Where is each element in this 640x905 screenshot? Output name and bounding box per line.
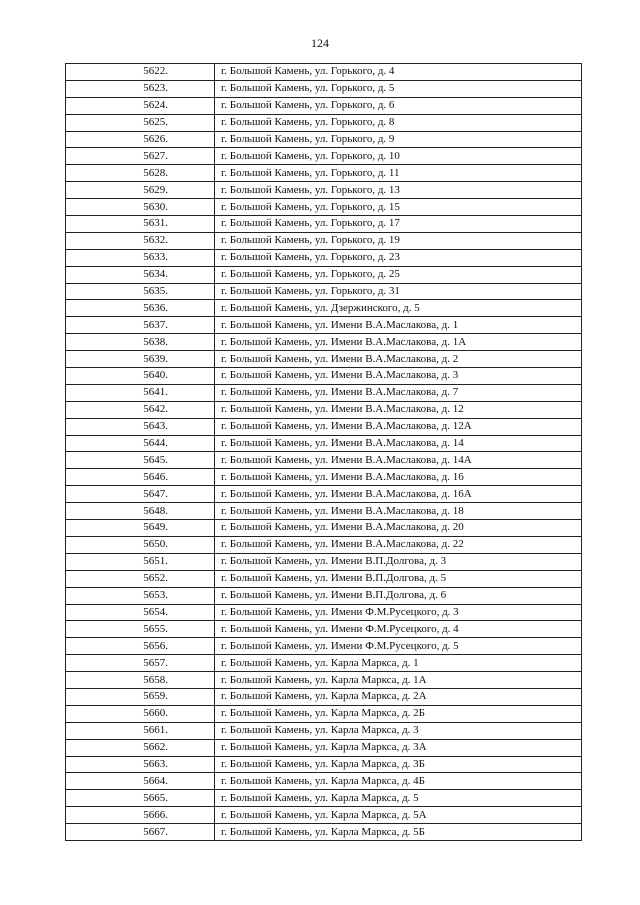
row-number: 5654. xyxy=(66,604,215,621)
row-number: 5642. xyxy=(66,401,215,418)
table-row xyxy=(66,114,582,131)
table-row xyxy=(66,384,582,401)
row-number: 5657. xyxy=(66,655,215,672)
row-address: г. Большой Камень, ул. Карла Маркса, д. 5Б xyxy=(215,824,582,841)
table-row xyxy=(66,283,582,300)
table-row xyxy=(66,790,582,807)
table-row xyxy=(66,216,582,233)
table-row xyxy=(66,773,582,790)
row-address: г. Большой Камень, ул. Карла Маркса, д. 1 xyxy=(215,655,582,672)
table-row xyxy=(66,824,582,841)
row-number: 5667. xyxy=(66,824,215,841)
row-address: г. Большой Камень, ул. Имени В.А.Маслакова, д. 1 xyxy=(215,317,582,334)
row-address: г. Большой Камень, ул. Имени В.П.Долгова, д. 5 xyxy=(215,570,582,587)
row-number: 5645. xyxy=(66,452,215,469)
row-number: 5653. xyxy=(66,587,215,604)
row-number: 5649. xyxy=(66,520,215,537)
row-address: г. Большой Камень, ул. Карла Маркса, д. 3А xyxy=(215,739,582,756)
row-number: 5661. xyxy=(66,722,215,739)
row-number: 5644. xyxy=(66,435,215,452)
row-address: г. Большой Камень, ул. Имени В.А.Маслакова, д. 22 xyxy=(215,536,582,553)
table-row xyxy=(66,80,582,97)
row-address: г. Большой Камень, ул. Карла Маркса, д. 1А xyxy=(215,672,582,689)
row-address: г. Большой Камень, ул. Карла Маркса, д. 3Б xyxy=(215,756,582,773)
table-row xyxy=(66,587,582,604)
table-row xyxy=(66,621,582,638)
table-row xyxy=(66,705,582,722)
row-address: г. Большой Камень, ул. Дзержинского, д. 5 xyxy=(215,300,582,317)
row-address: г. Большой Камень, ул. Имени В.А.Маслакова, д. 3 xyxy=(215,368,582,385)
row-address: г. Большой Камень, ул. Горького, д. 9 xyxy=(215,131,582,148)
row-number: 5666. xyxy=(66,807,215,824)
row-address: г. Большой Камень, ул. Горького, д. 6 xyxy=(215,97,582,114)
row-address: г. Большой Камень, ул. Карла Маркса, д. 5А xyxy=(215,807,582,824)
row-address: г. Большой Камень, ул. Имени В.А.Маслакова, д. 18 xyxy=(215,503,582,520)
address-table xyxy=(65,63,582,841)
row-address: г. Большой Камень, ул. Горького, д. 31 xyxy=(215,283,582,300)
table-row xyxy=(66,266,582,283)
row-number: 5663. xyxy=(66,756,215,773)
row-number: 5638. xyxy=(66,334,215,351)
table-row xyxy=(66,604,582,621)
row-number: 5655. xyxy=(66,621,215,638)
row-number: 5660. xyxy=(66,705,215,722)
row-number: 5650. xyxy=(66,536,215,553)
row-address: г. Большой Камень, ул. Имени В.А.Маслакова, д. 16 xyxy=(215,469,582,486)
row-address: г. Большой Камень, ул. Карла Маркса, д. 2Б xyxy=(215,705,582,722)
row-number: 5631. xyxy=(66,216,215,233)
row-number: 5664. xyxy=(66,773,215,790)
table-row xyxy=(66,553,582,570)
table-row xyxy=(66,486,582,503)
table-row xyxy=(66,722,582,739)
row-number: 5628. xyxy=(66,165,215,182)
row-address: г. Большой Камень, ул. Горького, д. 10 xyxy=(215,148,582,165)
table-row xyxy=(66,807,582,824)
table-row xyxy=(66,64,582,81)
row-address: г. Большой Камень, ул. Карла Маркса, д. 3 xyxy=(215,722,582,739)
table-row xyxy=(66,520,582,537)
row-number: 5627. xyxy=(66,148,215,165)
row-number: 5637. xyxy=(66,317,215,334)
row-address: г. Большой Камень, ул. Карла Маркса, д. 2А xyxy=(215,688,582,705)
row-number: 5647. xyxy=(66,486,215,503)
row-address: г. Большой Камень, ул. Имени В.А.Маслакова, д. 14А xyxy=(215,452,582,469)
table-row xyxy=(66,418,582,435)
table-row xyxy=(66,249,582,266)
row-number: 5626. xyxy=(66,131,215,148)
table-row xyxy=(66,655,582,672)
row-address: г. Большой Камень, ул. Имени В.А.Маслакова, д. 12 xyxy=(215,401,582,418)
table-row xyxy=(66,536,582,553)
table-row xyxy=(66,739,582,756)
row-address: г. Большой Камень, ул. Имени В.А.Маслакова, д. 20 xyxy=(215,520,582,537)
table-row xyxy=(66,452,582,469)
row-address: г. Большой Камень, ул. Горького, д. 4 xyxy=(215,64,582,81)
table-row xyxy=(66,672,582,689)
row-number: 5623. xyxy=(66,80,215,97)
row-number: 5625. xyxy=(66,114,215,131)
address-table-body xyxy=(66,64,582,841)
row-number: 5633. xyxy=(66,249,215,266)
row-number: 5646. xyxy=(66,469,215,486)
row-number: 5630. xyxy=(66,199,215,216)
table-row xyxy=(66,97,582,114)
row-number: 5624. xyxy=(66,97,215,114)
table-row xyxy=(66,334,582,351)
row-number: 5632. xyxy=(66,232,215,249)
row-address: г. Большой Камень, ул. Горького, д. 23 xyxy=(215,249,582,266)
row-address: г. Большой Камень, ул. Горького, д. 11 xyxy=(215,165,582,182)
table-row xyxy=(66,401,582,418)
table-row xyxy=(66,503,582,520)
table-row xyxy=(66,300,582,317)
row-address: г. Большой Камень, ул. Горького, д. 17 xyxy=(215,216,582,233)
row-address: г. Большой Камень, ул. Карла Маркса, д. 4Б xyxy=(215,773,582,790)
table-row xyxy=(66,638,582,655)
row-address: г. Большой Камень, ул. Имени В.П.Долгова, д. 3 xyxy=(215,553,582,570)
table-row xyxy=(66,182,582,199)
row-number: 5636. xyxy=(66,300,215,317)
table-row xyxy=(66,368,582,385)
row-number: 5635. xyxy=(66,283,215,300)
row-address: г. Большой Камень, ул. Имени В.А.Маслакова, д. 1А xyxy=(215,334,582,351)
row-address: г. Большой Камень, ул. Имени В.П.Долгова, д. 6 xyxy=(215,587,582,604)
row-address: г. Большой Камень, ул. Имени Ф.М.Русецкого, д. 4 xyxy=(215,621,582,638)
row-number: 5634. xyxy=(66,266,215,283)
row-number: 5665. xyxy=(66,790,215,807)
row-address: г. Большой Камень, ул. Имени Ф.М.Русецкого, д. 3 xyxy=(215,604,582,621)
table-row xyxy=(66,199,582,216)
row-address: г. Большой Камень, ул. Имени В.А.Маслакова, д. 12А xyxy=(215,418,582,435)
row-number: 5641. xyxy=(66,384,215,401)
row-address: г. Большой Камень, ул. Горького, д. 25 xyxy=(215,266,582,283)
row-address: г. Большой Камень, ул. Имени В.А.Маслакова, д. 16А xyxy=(215,486,582,503)
row-number: 5658. xyxy=(66,672,215,689)
row-number: 5640. xyxy=(66,368,215,385)
table-row xyxy=(66,165,582,182)
row-number: 5656. xyxy=(66,638,215,655)
row-number: 5643. xyxy=(66,418,215,435)
table-row xyxy=(66,317,582,334)
page-number: 124 xyxy=(311,36,329,50)
row-number: 5659. xyxy=(66,688,215,705)
table-row xyxy=(66,148,582,165)
row-number: 5652. xyxy=(66,570,215,587)
row-address: г. Большой Камень, ул. Имени В.А.Маслакова, д. 14 xyxy=(215,435,582,452)
row-address: г. Большой Камень, ул. Имени Ф.М.Русецкого, д. 5 xyxy=(215,638,582,655)
table-row xyxy=(66,435,582,452)
table-row xyxy=(66,756,582,773)
row-address: г. Большой Камень, ул. Карла Маркса, д. 5 xyxy=(215,790,582,807)
row-address: г. Большой Камень, ул. Горького, д. 13 xyxy=(215,182,582,199)
table-row xyxy=(66,570,582,587)
row-number: 5629. xyxy=(66,182,215,199)
row-address: г. Большой Камень, ул. Имени В.А.Маслакова, д. 2 xyxy=(215,351,582,368)
row-address: г. Большой Камень, ул. Горького, д. 15 xyxy=(215,199,582,216)
row-number: 5622. xyxy=(66,64,215,81)
row-address: г. Большой Камень, ул. Имени В.А.Маслакова, д. 7 xyxy=(215,384,582,401)
table-row xyxy=(66,469,582,486)
row-address: г. Большой Камень, ул. Горького, д. 19 xyxy=(215,232,582,249)
table-row xyxy=(66,351,582,368)
row-number: 5651. xyxy=(66,553,215,570)
row-address: г. Большой Камень, ул. Горького, д. 5 xyxy=(215,80,582,97)
table-row xyxy=(66,131,582,148)
row-number: 5662. xyxy=(66,739,215,756)
row-address: г. Большой Камень, ул. Горького, д. 8 xyxy=(215,114,582,131)
table-row xyxy=(66,688,582,705)
row-number: 5639. xyxy=(66,351,215,368)
row-number: 5648. xyxy=(66,503,215,520)
table-row xyxy=(66,232,582,249)
